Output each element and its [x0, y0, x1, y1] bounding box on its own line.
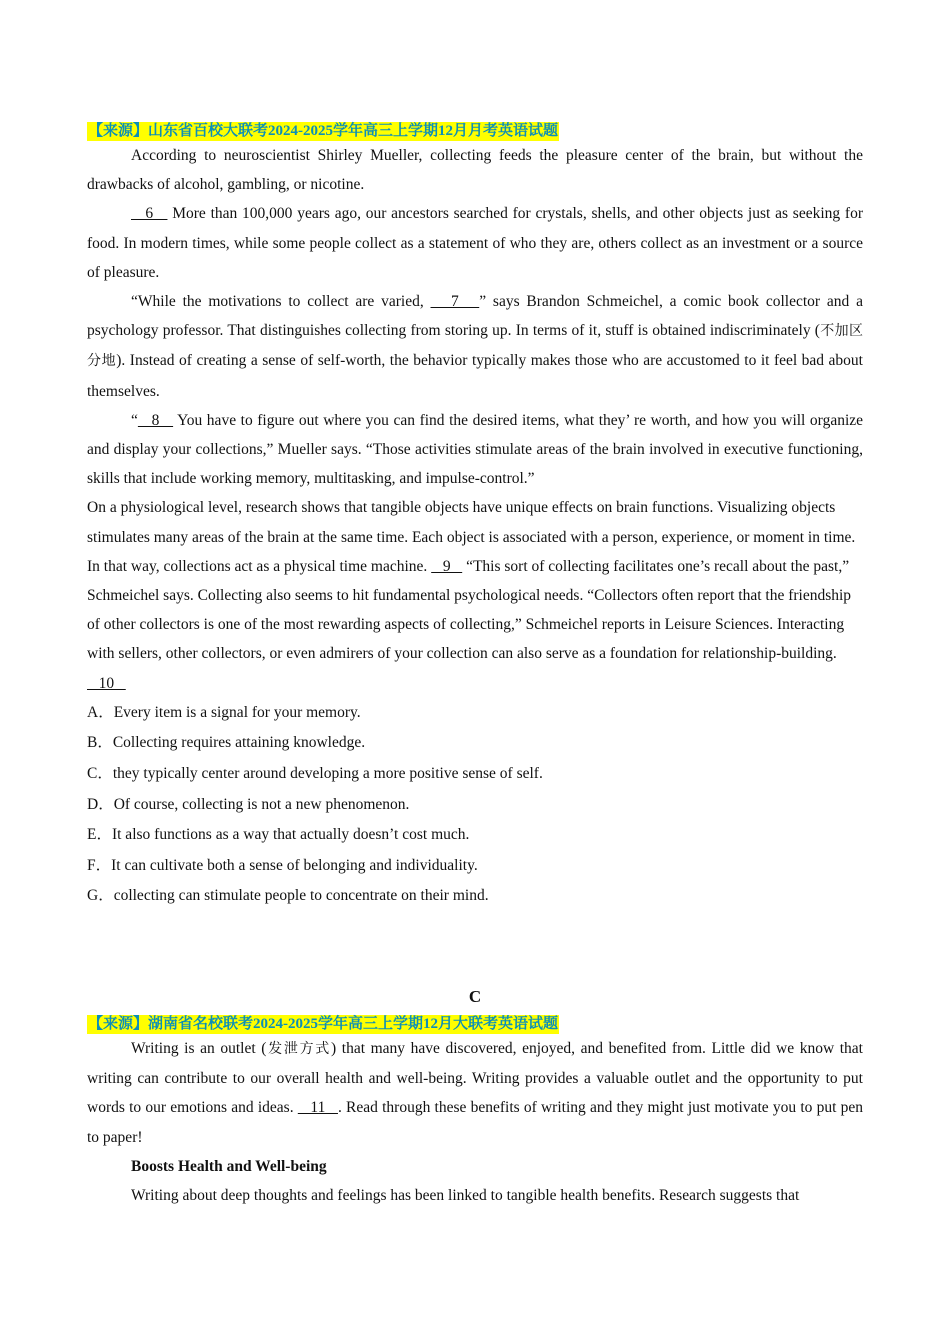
chinese-gloss: 发泄方式	[266, 1041, 332, 1058]
paragraph: “While the motivations to collect are varied, 7 ” says Brandon Schmeichel, a comic book collector and a psychology professor. That distinguishes collecting from storing up. In terms of it, stuff is obtained indiscriminately (不加区分地). Instead of creating a sense of self-worth, the behavior typically makes those who are accustomed to it feel bad about themselves.	[87, 293, 863, 400]
source-label: 【来源】山东省百校大联考2024-2025学年高三上学期12月月考英语试题	[88, 123, 558, 139]
option-a: A．Every item is a signal for your memory.	[87, 703, 361, 721]
blank-11: 11	[297, 1099, 338, 1117]
section-heading-c: C	[468, 987, 482, 1007]
subheading: Boosts Health and Well-being	[131, 1157, 327, 1175]
option-c: C．they typically center around developing a more positive sense of self.	[87, 765, 543, 783]
paragraph: Writing about deep thoughts and feelings has been linked to tangible health benefits. Research suggests that	[131, 1187, 800, 1205]
paragraph: “ 8 You have to figure out where you can find the desired items, what they’ re worth, and how you will organize and display your collections,” Mueller says. “Those activities stimulate areas of the brain involved in executive functioning, skills that include working memory, multitasking, and impulse-control.”	[87, 411, 864, 488]
option-d: D．Of course, collecting is not a new phenomenon.	[87, 795, 410, 813]
document-page	[87, 112, 863, 1210]
option-b: B．Collecting requires attaining knowledge.	[87, 734, 366, 752]
blank-9: 9	[431, 557, 463, 575]
paragraph: On a physiological level, research shows that tangible objects have unique effects on brain functions. Visualizing objects stimulates many areas of the brain at the same time. Each object is associated with a person, experience, or moment in time. In that way, collections act as a physical time machine. 9 “This sort of collecting facilitates one’s recall about the past,” Schmeichel says. Collecting also seems to hit fundamental psychological needs. “Collectors often report that the friendship of other collectors is one of the most rewarding aspects of collecting,” Schmeichel reports in Leisure Sciences. Interacting with sellers, other collectors, or even admirers of your collection can also serve as a foundation for relationship-building. 10	[87, 499, 856, 692]
blank-6: 6	[131, 205, 168, 223]
paragraph: 6 More than 100,000 years ago, our ancestors searched for crystals, shells, and other objects just as seeking for food. In modern times, while some people collect as a statement of who they are, others collect as an investment or a source of pleasure.	[87, 205, 863, 281]
paragraph: According to neuroscientist Shirley Mueller, collecting feeds the pleasure center of the brain, but without the drawbacks of alcohol, gambling, or nicotine.	[87, 147, 863, 194]
options-list	[87, 698, 863, 912]
blank-7: 7	[430, 293, 480, 311]
source-line-c	[87, 1012, 863, 1034]
chinese-gloss: 不加区分地	[87, 323, 863, 370]
option-g: G．collecting can stimulate people to concentrate on their mind.	[87, 887, 489, 905]
blank-8: 8	[137, 411, 174, 429]
source-line-b	[87, 112, 863, 141]
blank-10: 10	[87, 674, 126, 692]
option-e: E．It also functions as a way that actually doesn’t cost much.	[87, 826, 470, 844]
option-f: F．It can cultivate both a sense of belonging and individuality.	[87, 856, 478, 874]
source-label: 【来源】湖南省名校联考2024-2025学年高三上学期12月大联考英语试题	[88, 1016, 558, 1033]
paragraph: Writing is an outlet (发泄方式) that many have discovered, enjoyed, and benefited from. Little did we know that writing can contribute to our overall health and well-being. Writing provides a valuable outlet and the opportunity to put words to our emotions and ideas. 11 . Read through these benefits of writing and they might just motivate you to put pen to paper!	[87, 1040, 863, 1146]
